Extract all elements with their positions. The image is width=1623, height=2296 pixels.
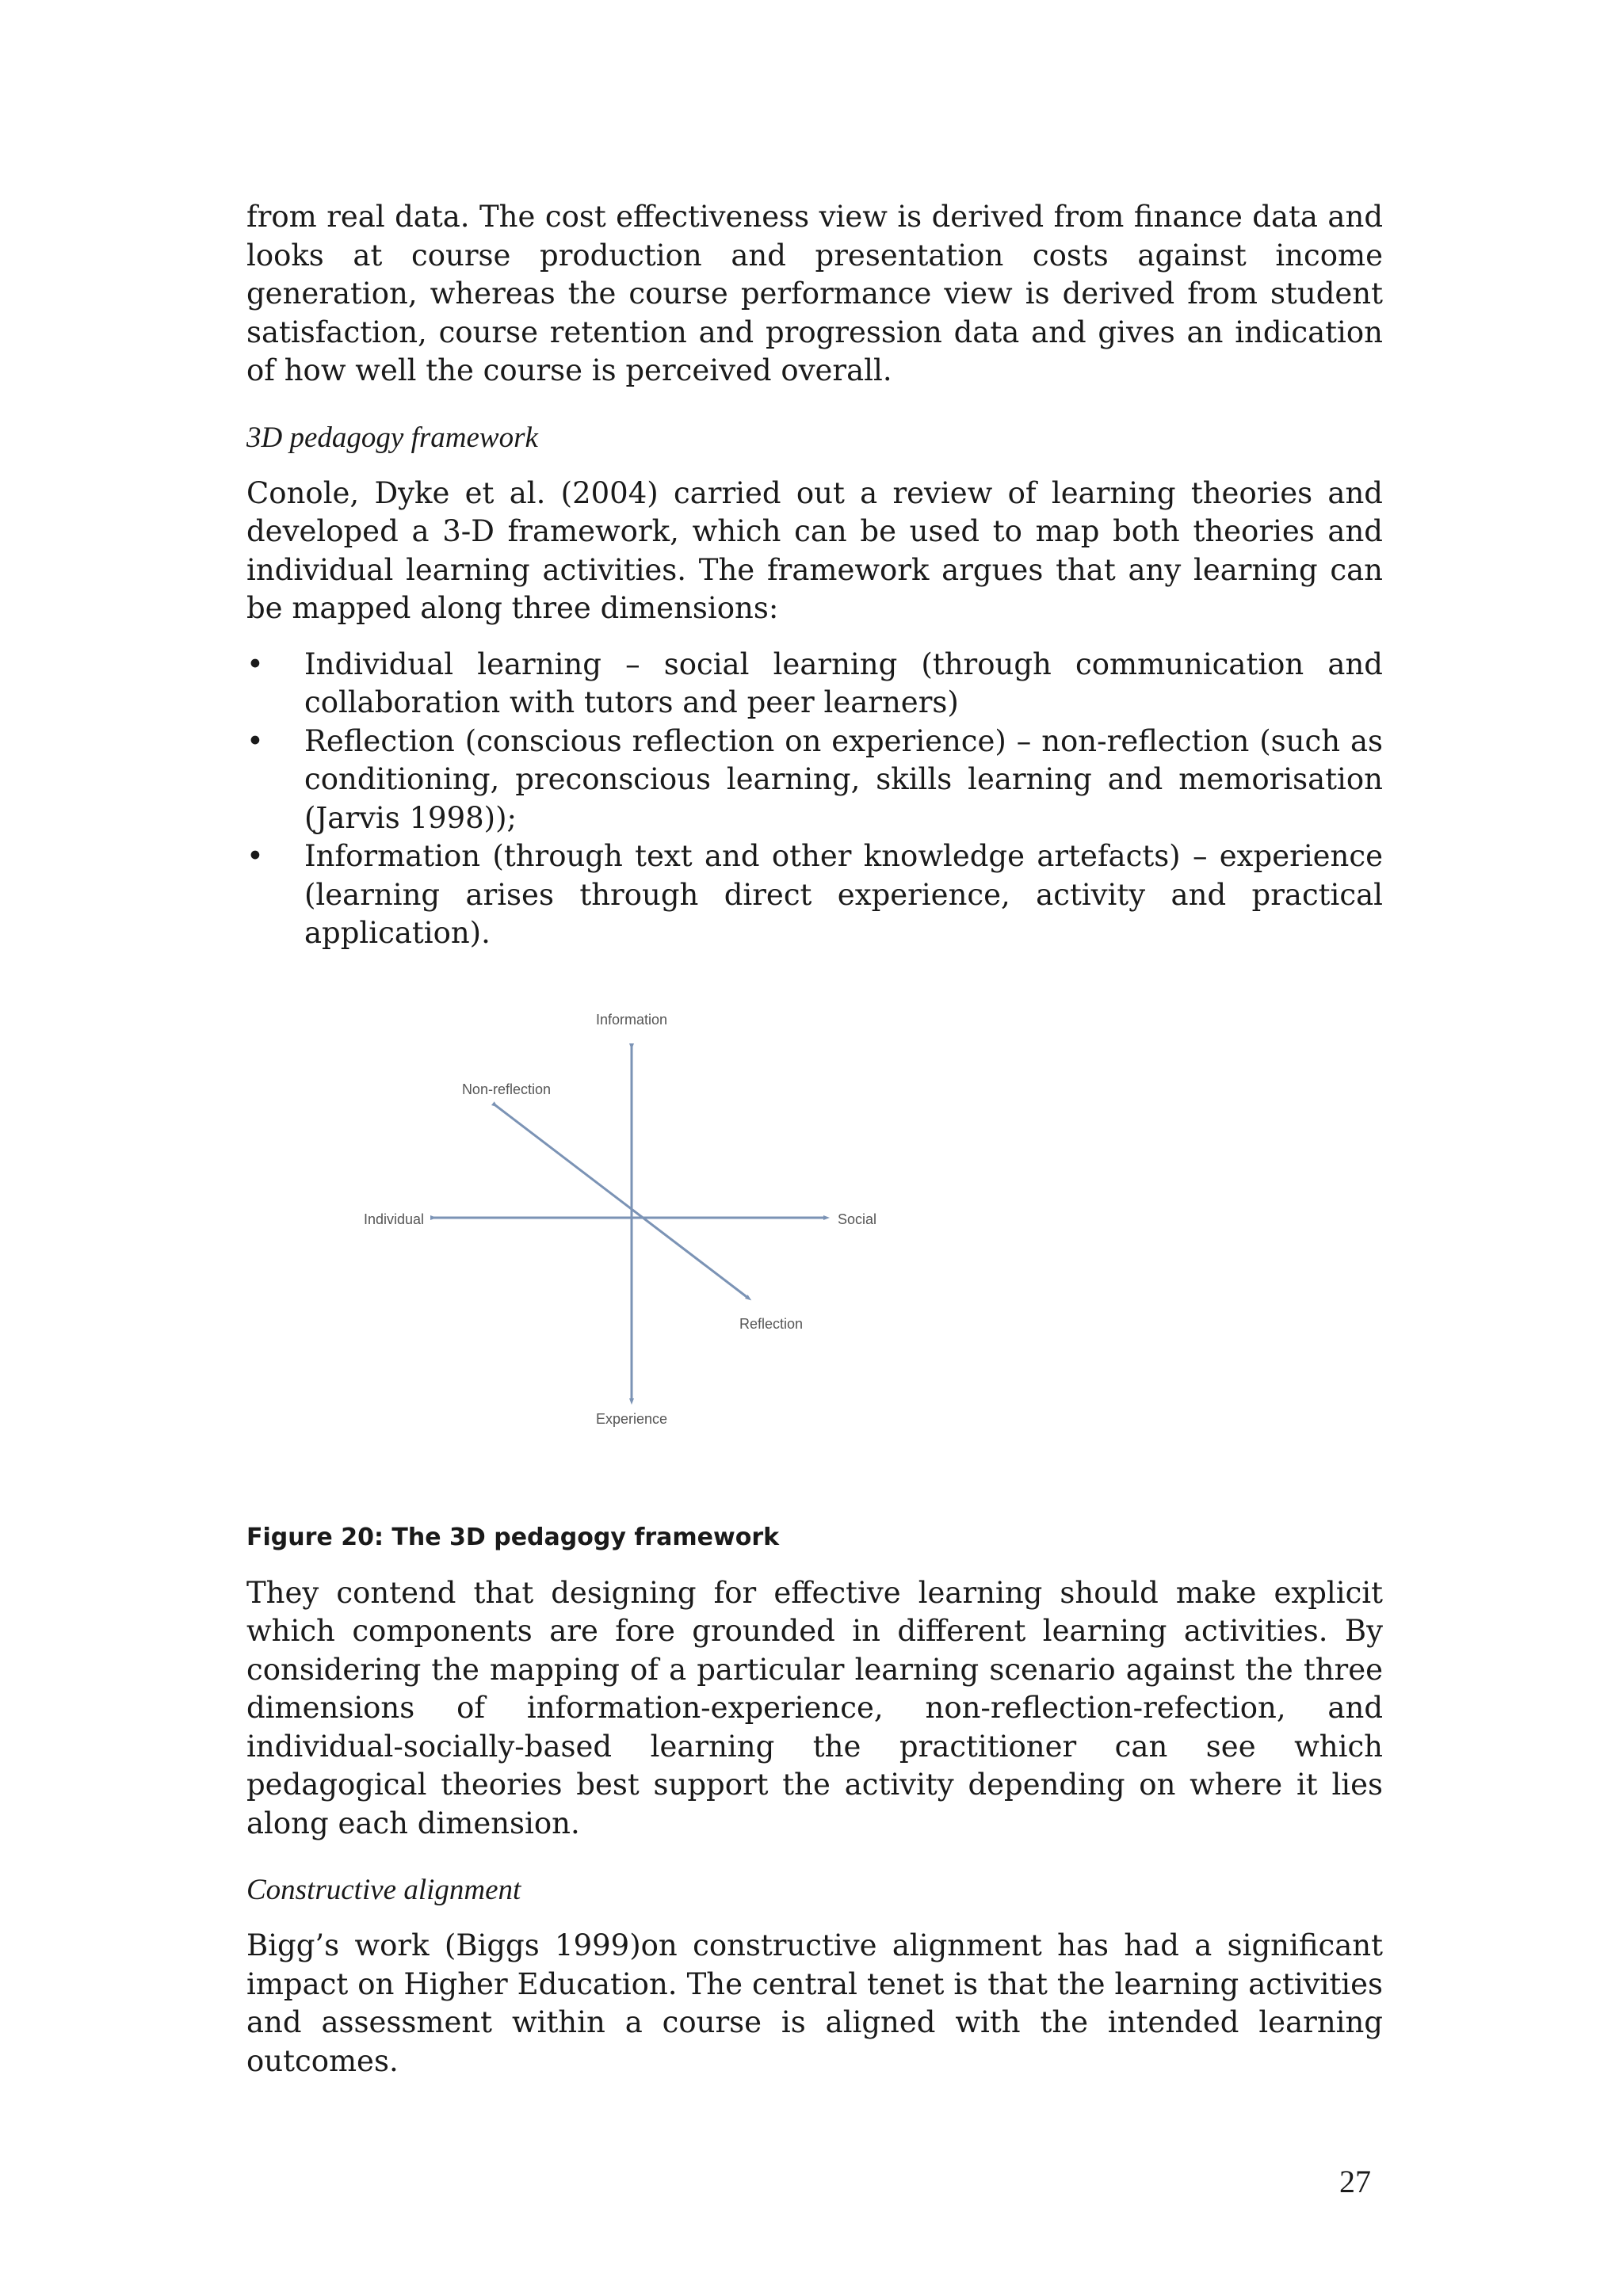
section-alignment-paragraph: Bigg’s work (Biggs 1999)on constructive alignment has had a significant impact on Higher Education. The central tenet is that the learning activities and assessment within a course is aligned with the intended learning outcomes. <box>246 1928 1383 2078</box>
list-item-text: Reflection (conscious reflection on experience) – non-reflection (such as conditioning, preconscious learning, skills learning and memorisation (Jarvis 1998)); <box>304 723 1383 835</box>
list-item <box>246 646 1383 723</box>
social-label: Social <box>838 1211 877 1227</box>
list-item <box>246 723 1383 838</box>
list-item-text: Individual learning – social learning (through communication and collaboration with tutors and peer learners) <box>304 646 1383 719</box>
framework-diagram <box>342 1005 896 1449</box>
list-item-text: Information (through text and other knowledge artefacts) – experience (learning arises through direct experience, activity and practical application). <box>304 839 1383 950</box>
list-item <box>246 837 1383 953</box>
page-number: 27 <box>1339 2164 1371 2199</box>
bullet-icon: • <box>246 646 264 681</box>
figure-caption: Figure 20: The 3D pedagogy framework <box>246 1523 780 1551</box>
individual-label: Individual <box>363 1211 424 1227</box>
intro-paragraph: from real data. The cost effectiveness view is derived from finance data and looks at course production and presentation costs against income generation, whereas the course performance view is derived from student satisfaction, course retention and progression data and gives an indication of how well the course is perceived overall. <box>246 200 1383 387</box>
section-3d-paragraph: Conole, Dyke et al. (2004) carried out a review of learning theories and developed a 3-D framework, which can be used to map both theories and individual learning activities. The framework argues that any learning can be mapped along three dimensions: <box>246 475 1383 625</box>
information-label: Information <box>595 1011 668 1028</box>
page-content <box>246 198 1383 2081</box>
section-heading-3d-pedagogy: 3D pedagogy framework <box>246 421 538 454</box>
reflection-label: Reflection <box>739 1315 804 1332</box>
bullet-icon: • <box>246 839 264 873</box>
dimension-list <box>246 646 1383 953</box>
figure-3d-framework <box>342 1005 896 1449</box>
reflection-axis <box>495 1105 749 1299</box>
non-reflection-label: Non-reflection <box>461 1081 551 1097</box>
section-heading-constructive-alignment: Constructive alignment <box>246 1874 521 1906</box>
bullet-icon: • <box>246 723 264 758</box>
experience-label: Experience <box>595 1410 668 1427</box>
after-figure-paragraph: They contend that designing for effective learning should make explicit which components are fore grounded in different learning activities. By considering the mapping of a particular learning scenario against the three dimensions of information-experience, non-reflection-refection, and individual-socially-based learning the practitioner can see which pedagogical theories best support the activity depending on where it lies along each dimension. <box>246 1575 1383 1840</box>
